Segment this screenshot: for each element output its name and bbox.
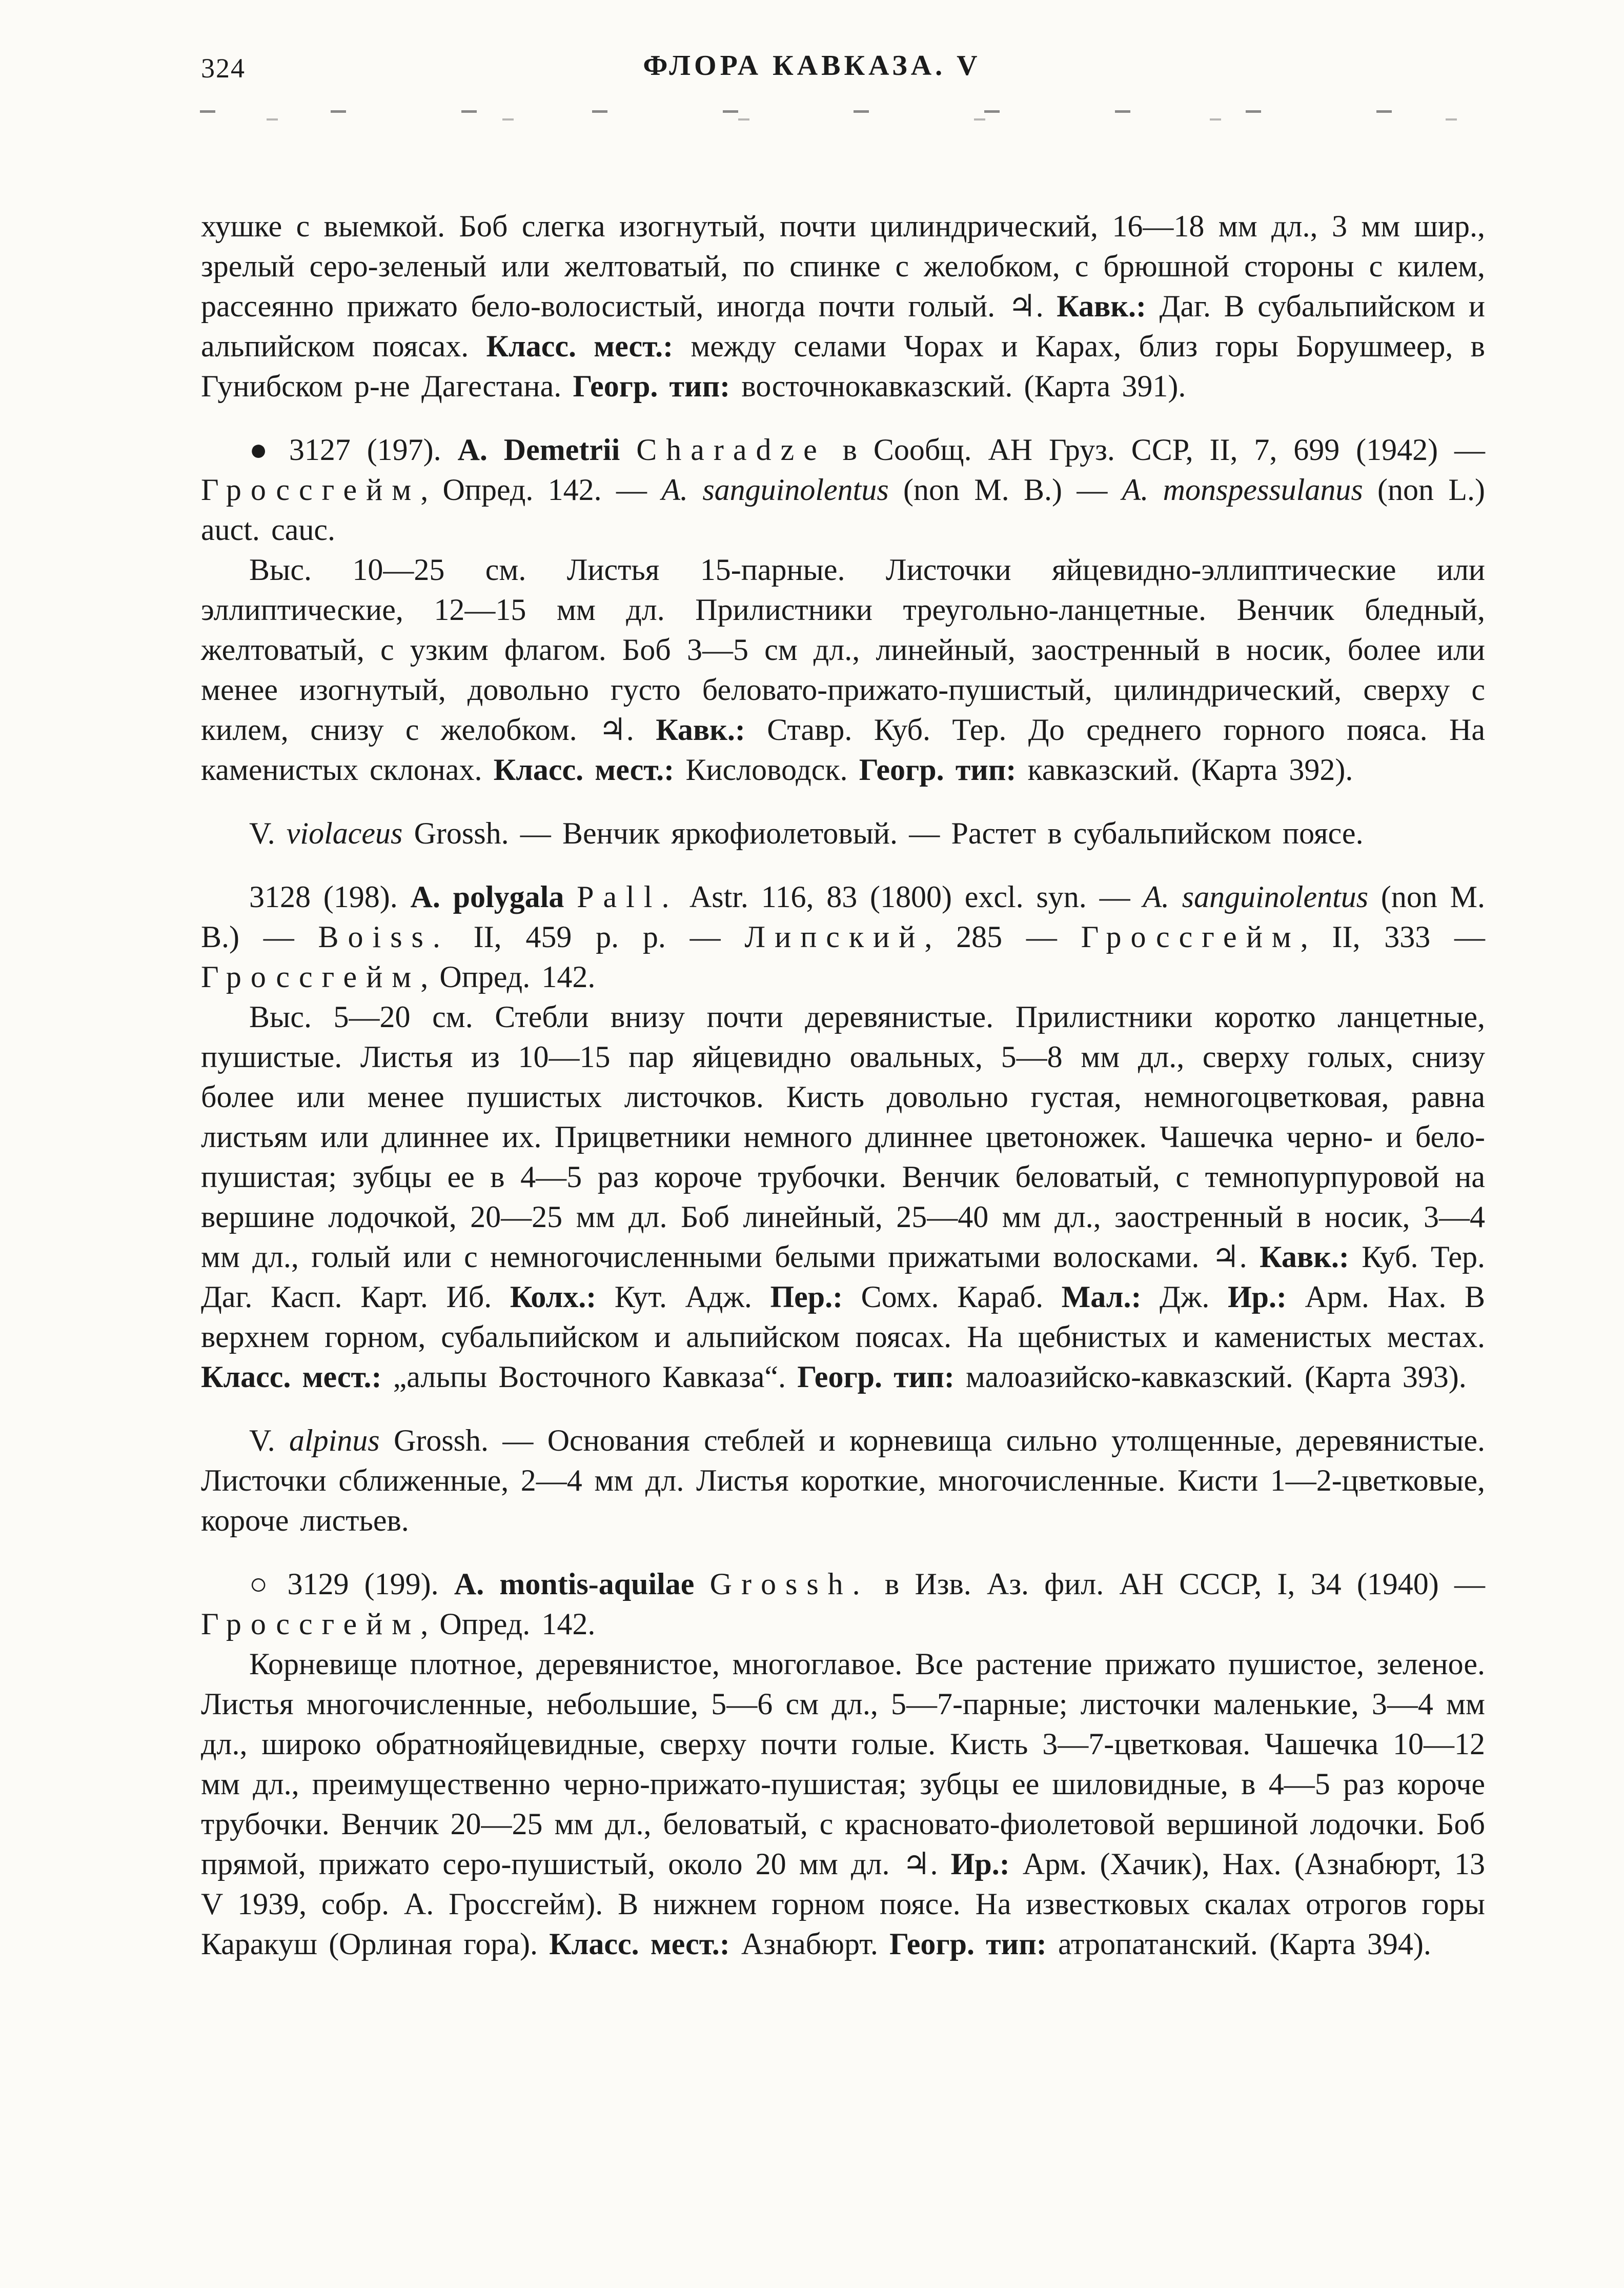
bold-label: Геогр. тип:	[573, 369, 730, 403]
letterspaced-name: Гроссгейм	[201, 473, 421, 507]
bold-label: Класс. мест.:	[201, 1360, 382, 1394]
text-run: Сомх. Караб.	[843, 1280, 1062, 1314]
text-run: атропатанский. (Карта 394).	[1046, 1927, 1431, 1961]
bold-label: Ир.:	[950, 1847, 1010, 1881]
bold-label: Пер.:	[770, 1280, 843, 1314]
text-run: Ставр. Куб. Тер. До среднего горного пояса. На каменистых склонах.	[201, 713, 1486, 787]
text-run: , Опред. 142.	[420, 960, 596, 994]
text-run: между селами Чорах и Карах, близ горы Борушмеер, в Гунибском р-не Дагестана.	[201, 329, 1486, 403]
dash-row-top	[200, 110, 1487, 113]
entry-3128-citation	[201, 877, 1485, 997]
text-run: II, 459 p. p. —	[449, 920, 745, 954]
entry-3129-description	[201, 1644, 1485, 1964]
page-header	[0, 49, 1624, 86]
letterspaced-name: Grossh.	[709, 1567, 869, 1601]
dash-row-bottom	[200, 118, 1487, 121]
text-run: , 285 —	[924, 920, 1081, 954]
text-run: кавказский. (Карта 392).	[1016, 753, 1353, 787]
bold-label: Геогр. тип:	[859, 753, 1017, 787]
text-run: Кут. Адж.	[596, 1280, 770, 1314]
text-run: Даг. В субальпийском и альпийском поясах.	[201, 289, 1485, 363]
text-run: Корневище плотное, деревянистое, многоглавое. Все растение прижато пушистое, зеленое. Листья многочисленные, небольшие, 5—6 см дл., 5—7-парные; листочки маленькие, 3—4 мм дл., широко обратнояйцевидные, сверху почти голые. Кисть 3—7-цветковая. Чашечка 10—12 мм дл., преимущественно черно-прижато-пушистая; зубцы ее шиловидные, в 4—5 раз короче трубочки. Венчик 20—25 мм дл., беловатый, с красновато-фиолетовой вершиной лодочки. Боб прямой, прижато серо-пушистый, около 20 мм дл.	[201, 1647, 1485, 1881]
bold-label: A. Demetrii	[457, 433, 620, 467]
text-run: хушке с выемкой. Боб слегка изогнутый, почти цилиндрический, 16—18 мм дл., 3 мм шир., зрелый серо-зеленый или желтоватый, по спинке с желобком, с брюшной стороны с килем, рассеянно прижато бело-волосистый, иногда почти голый.	[201, 209, 1485, 323]
text-run: ○ 3129 (199).	[249, 1567, 454, 1601]
text-run: .	[1036, 289, 1057, 323]
text-run	[694, 1567, 709, 1601]
entry-3127-description	[201, 550, 1485, 790]
perennial-symbol: ♃	[1008, 288, 1036, 324]
text-run: в Сообщ. АН Груз. ССР, II, 7, 699 (1942) —	[826, 433, 1485, 467]
variety-alpinus	[201, 1420, 1485, 1540]
text-run: V.	[249, 1423, 289, 1457]
bold-label: Кавк.:	[656, 713, 745, 747]
text-run: ● 3127 (197).	[249, 433, 458, 467]
text-run	[620, 433, 636, 467]
text-run: Арм. Нах. В верхнем горном, субальпийском и альпийском поясах. На щебнистых и каменистых местах.	[201, 1280, 1485, 1354]
text-run: „альпы Восточного Кавказа“.	[381, 1360, 798, 1394]
entry-3129-citation	[201, 1564, 1485, 1644]
letterspaced-name: Гроссгейм	[201, 960, 421, 994]
bold-label: Класс. мест.:	[493, 753, 675, 787]
bold-label: A. montis-aquilae	[454, 1567, 695, 1601]
bold-label: Геогр. тип:	[797, 1360, 955, 1394]
bold-label: Геогр. тип:	[889, 1927, 1047, 1961]
text-run: Азнабюрт.	[729, 1927, 890, 1961]
text-run: в Изв. Аз. фил. АН СССР, I, 34 (1940) —	[869, 1567, 1485, 1601]
text-run: , Опред. 142.	[420, 1607, 596, 1641]
perennial-symbol: ♃	[1211, 1239, 1240, 1275]
para-continuation-boab	[201, 206, 1485, 406]
text-body	[201, 206, 1485, 1964]
bold-label: Класс. мест.:	[486, 329, 674, 363]
variety-violaceus	[201, 813, 1485, 853]
bold-label: Мал.:	[1061, 1280, 1142, 1314]
text-run: .	[930, 1847, 951, 1881]
text-run: Grossh. — Основания стеблей и корневища сильно утолщенные, деревянистые. Листочки сближенные, 2—4 мм дл. Листья короткие, многочисленные. Кисти 1—2-цветковые, короче листьев.	[201, 1423, 1485, 1537]
letterspaced-name: Гроссгейм	[1081, 920, 1301, 954]
bold-label: Колх.:	[510, 1280, 597, 1314]
text-run: Куб. Тер. Даг. Касп. Карт. Иб.	[201, 1240, 1486, 1314]
header-rule-artifact	[200, 109, 1487, 124]
entry-3127-citation	[201, 430, 1485, 550]
bold-label: Класс. мест.:	[549, 1927, 730, 1961]
perennial-symbol: ♃	[902, 1846, 930, 1882]
letterspaced-name: Charadze	[636, 433, 826, 467]
entry-3128-description	[201, 997, 1485, 1397]
letterspaced-name: Липский	[744, 920, 925, 954]
bold-label: Ир.:	[1227, 1280, 1287, 1314]
species-name-italic: alpinus	[289, 1423, 380, 1457]
bold-label: Кавк.:	[1057, 289, 1146, 323]
text-run: Выс. 5—20 см. Стебли внизу почти деревянистые. Прилистники коротко ланцетные, пушистые. Листья из 10—15 пар яйцевидно овальных, 5—8 мм дл., сверху голых, снизу более или менее пушистых листочков. Кисть довольно густая, немногоцветковая, равна листьям или длиннее их. Прицветники немного длиннее цветоножек. Чашечка черно- и бело-пушистая; зубцы ее в 4—5 раз короче трубочки. Венчик беловатый, с темнопурпуровой на вершине лодочкой, 20—25 мм дл. Боб линейный, 25—40 мм дл., заостренный в носик, 3—4 мм дл., голый или с немногочисленными белыми прижатыми волосками.	[201, 1000, 1485, 1274]
letterspaced-name: Boiss.	[318, 920, 450, 954]
text-run: , Опред. 142. —	[420, 473, 662, 507]
text-run: .	[1239, 1240, 1260, 1274]
running-title: ФЛОРА КАВКАЗА. V	[643, 50, 981, 82]
species-name-italic: violaceus	[286, 816, 403, 850]
text-run: V.	[249, 816, 287, 850]
bold-label: A. polygala	[410, 880, 564, 914]
perennial-symbol: ♃	[598, 712, 626, 748]
text-run: (non L.) auct. cauc.	[201, 473, 1485, 547]
bold-label: Кавк.:	[1260, 1240, 1349, 1274]
text-run: .	[626, 713, 656, 747]
text-run: Astr. 116, 83 (1800) excl. syn. —	[678, 880, 1143, 914]
text-run: (non М. В.) —	[201, 880, 1485, 954]
text-run: Арм. (Хачик), Нах. (Азнабюрт, 13 V 1939, собр. А. Гроссгейм). В нижнем горном поясе. На известковых скалах отрогов горы Каракуш (Орлиная гора).	[201, 1847, 1486, 1961]
text-run: восточнокавказский. (Карта 391).	[730, 369, 1186, 403]
species-name-italic: A. sanguinolentus	[661, 473, 889, 507]
species-name-italic: A. monspessulanus	[1122, 473, 1363, 507]
page-number: 324	[201, 53, 246, 84]
text-run: 3128 (198).	[249, 880, 411, 914]
letterspaced-name: Гроссгейм	[201, 1607, 421, 1641]
text-run: Дж.	[1141, 1280, 1228, 1314]
text-run: Кисловодск.	[674, 753, 859, 787]
letterspaced-name: Pall.	[577, 880, 679, 914]
text-run: малоазийско-кавказский. (Карта 393).	[954, 1360, 1467, 1394]
species-name-italic: A. sanguinolentus	[1143, 880, 1369, 914]
text-run: Grossh. — Венчик яркофиолетовый. — Растет в субальпийском поясе.	[402, 816, 1364, 850]
text-run: Выс. 10—25 см. Листья 15-парные. Листочки яйцевидно-эллиптические или эллиптические, 12—15 мм дл. Прилистники треугольно-ланцетные. Венчик бледный, желтоватый, с узким флагом. Боб 3—5 см дл., линейный, заостренный в носик, более или менее изогнутый, довольно густо беловато-прижато-пушистый, цилиндрический, сверху с килем, снизу с желобком.	[201, 553, 1485, 747]
text-run: , II, 333 —	[1300, 920, 1485, 954]
text-run	[564, 880, 577, 914]
text-run: (non М. В.) —	[888, 473, 1122, 507]
